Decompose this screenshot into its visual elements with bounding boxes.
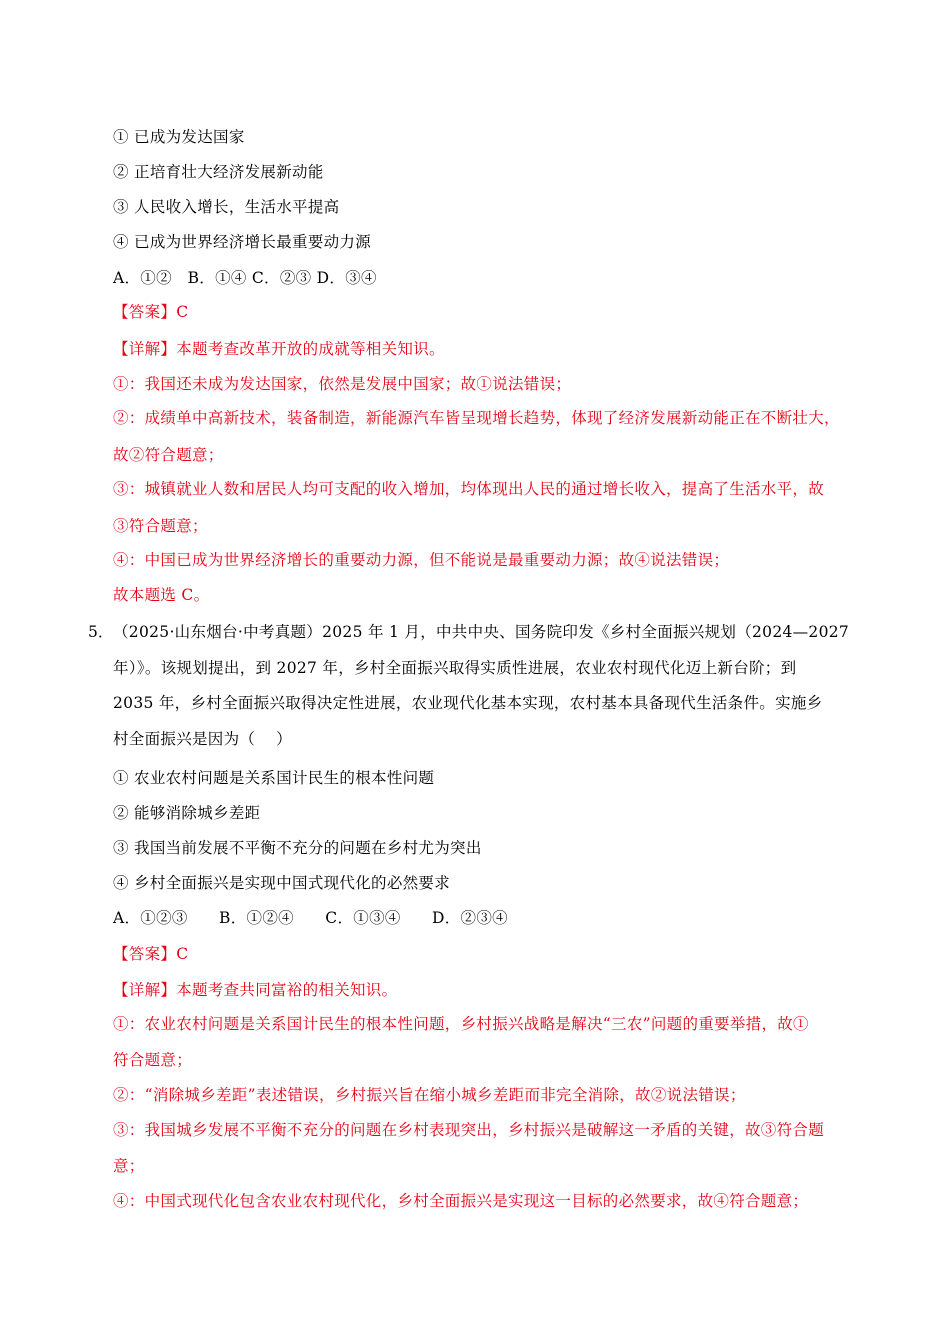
q5-detail-3: ③：我国城乡发展不平衡不充分的问题在乡村表现突出，乡村振兴是破解这一矛盾的关键，故③符合题 bbox=[113, 1121, 825, 1139]
q4-choices: A．①② B．①④ C．②③ D．③④ bbox=[113, 269, 377, 287]
q5-detail-intro: 【详解】本题考查共同富裕的相关知识。 bbox=[113, 981, 398, 999]
q5-detail-3-cont: 意； bbox=[113, 1157, 145, 1175]
q5-answer: 【答案】C bbox=[113, 945, 189, 963]
q5-stem-line-4: 村全面振兴是因为（ ） bbox=[113, 730, 292, 748]
q5-option-2: ② 能够消除城乡差距 bbox=[113, 804, 261, 822]
q5-option-4: ④ 乡村全面振兴是实现中国式现代化的必然要求 bbox=[113, 874, 451, 892]
q5-stem-line-3: 2035 年，乡村全面振兴取得决定性进展，农业现代化基本实现，农村基本具备现代生活条件。实施乡 bbox=[113, 694, 823, 712]
q4-detail-2: ②：成绩单中高新技术，装备制造，新能源汽车皆呈现增长趋势，体现了经济发展新动能正在不断壮大， bbox=[113, 409, 840, 427]
q4-detail-4: ④：中国已成为世界经济增长的重要动力源，但不能说是最重要动力源；故④说法错误； bbox=[113, 551, 730, 569]
q4-detail-1: ①：我国还未成为发达国家，依然是发展中国家；故①说法错误； bbox=[113, 375, 572, 393]
q5-detail-1-cont: 符合题意； bbox=[113, 1051, 193, 1069]
q5-number: 5． bbox=[88, 623, 114, 641]
q5-option-1: ① 农业农村问题是关系国计民生的根本性问题 bbox=[113, 769, 435, 787]
q4-option-2: ② 正培育壮大经济发展新动能 bbox=[113, 163, 324, 181]
q4-option-4: ④ 已成为世界经济增长最重要动力源 bbox=[113, 233, 372, 251]
q4-detail-3: ③：城镇就业人数和居民人均可支配的收入增加，均体现出人民的通过增长收入，提高了生活水平，故 bbox=[113, 480, 825, 498]
q4-detail-3-cont: ③符合题意； bbox=[113, 517, 208, 535]
q5-option-3: ③ 我国当前发展不平衡不充分的问题在乡村尤为突出 bbox=[113, 839, 482, 857]
q4-detail-intro: 【详解】本题考查改革开放的成就等相关知识。 bbox=[113, 340, 445, 358]
q5-detail-1: ①：农业农村问题是关系国计民生的根本性问题，乡村振兴战略是解决“三农”问题的重要举措，故① bbox=[113, 1015, 809, 1033]
q4-conclusion: 故本题选 C。 bbox=[113, 586, 210, 604]
q4-answer: 【答案】C bbox=[113, 303, 189, 321]
q5-detail-4: ④：中国式现代化包含农业农村现代化，乡村全面振兴是实现这一目标的必然要求，故④符合题意； bbox=[113, 1192, 809, 1210]
q4-option-1: ① 已成为发达国家 bbox=[113, 128, 245, 146]
q5-stem-line-2: 年）》。该规划提出，到 2027 年，乡村全面振兴取得实质性进展，农业农村现代化迈上新台阶；到 bbox=[113, 659, 797, 677]
q4-option-3: ③ 人民收入增长，生活水平提高 bbox=[113, 198, 340, 216]
q5-stem-line-1: （2025·山东烟台·中考真题）2025 年 1 月，中共中央、国务院印发《乡村全面振兴规划（2024—2027 bbox=[113, 623, 850, 641]
q4-detail-2-cont: 故②符合题意； bbox=[113, 446, 224, 464]
q5-detail-2: ②：“消除城乡差距”表述错误，乡村振兴旨在缩小城乡差距而非完全消除，故②说法错误； bbox=[113, 1086, 746, 1104]
q5-choices: A．①②③ B．①②④ C．①③④ D．②③④ bbox=[113, 909, 508, 927]
